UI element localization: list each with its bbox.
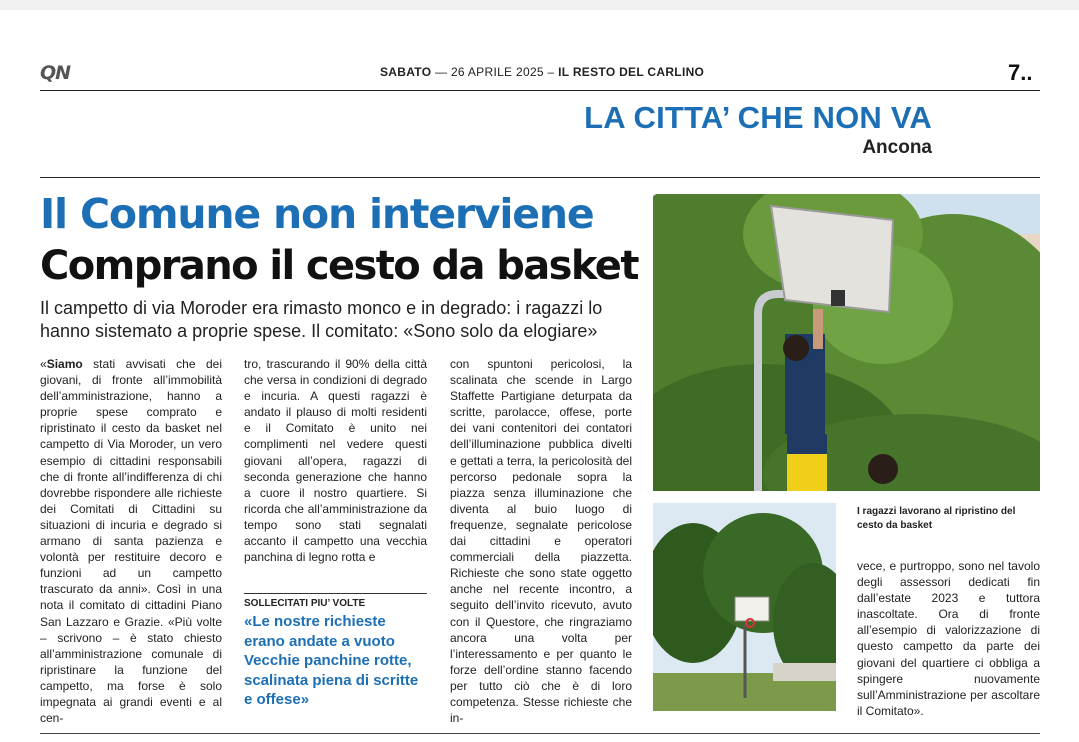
folio-sep-1: —	[435, 65, 448, 79]
lead-quote-mark: «	[40, 357, 47, 371]
main-photo-boys-fixing-hoop	[653, 194, 1040, 491]
secondary-photo-hoop-in-park	[653, 503, 836, 711]
folio-paper-name: IL RESTO DEL CARLINO	[558, 65, 705, 79]
headline-primary: Il Comune non interviene	[40, 190, 594, 238]
body-column-3: con spuntoni pericolosi, la scalinata che scende in Largo Staffette Partigiane deturpata da scritte, parolacce, offese, porte dei vani contenitori dei contatori dell’illuminazione pubblica divelti e gettati a terra, la pericolosità del percorso pedonale sopra la piazza senza illuminazione che diventa al buio luogo di frequenze, segnalate pericolose dai cittadini e operatori commerciali della piazzetta. Richieste che sono state oggetto anche nel recente incontro, a seguito dell’invito ricevuto, avuto con il Questore, che ringraziamo ancora una volta per l’interessamento e per quanto le forze dell’ordine stanno facendo per tutto ciò che è di loro competenza. Stesse richieste che in-	[450, 357, 632, 726]
page-number-dots: ..	[1020, 60, 1033, 85]
body-column-1-text: stati avvisati che dei giovani, di fronte all’immobilità dell’amministrazione, hanno a proprie spese comprato e ripristinato il cesto da basket nel campetto di Via Moroder, un vero esempio di cittadini responsabili che di fronte all’indifferenza di chi dovrebbe rispondere alle richieste dei Comitati di Cittadini su situazioni di incuria e degrado si armano di santa pazienza e volontà per restituire decoro e funzioni ad un campetto trascurato da anni». Così in una nota il comitato di cittadini Piano San Lazzaro e Grazie. «Più volte – scrivono – è stato chiesto all’amministrazione comunale di ripristinare la funzione del campetto, ma forse è solo impegnata ai grandi eventi e al cen-	[40, 357, 222, 726]
folio-sep-2: –	[547, 65, 555, 79]
pullquote-rule	[244, 593, 427, 594]
photo-caption: I ragazzi lavorano al ripristino del cesto da basket	[857, 506, 1016, 531]
subheadline: Il campetto di via Moroder era rimasto monco e in degrado: i ragazzi lo hanno sistemato a proprie spese. Il comitato: «Sono solo da elogiare»	[40, 298, 603, 341]
headline-secondary: Comprano il cesto da basket	[40, 243, 638, 289]
page-folio	[380, 65, 704, 79]
secondary-photo-illustration	[653, 503, 836, 711]
section-city: Ancona	[862, 137, 932, 158]
body-column-1	[40, 356, 222, 726]
header-rule	[40, 90, 1040, 91]
footer-rule	[40, 733, 1040, 734]
pullquote-label: SOLLECITATI PIU’ VOLTE	[244, 598, 366, 609]
lead-word: Siamo	[46, 357, 83, 371]
page-number-value: 7	[1008, 60, 1021, 85]
qn-logo: QN	[40, 62, 71, 84]
body-column-2: tro, trascurando il 90% della città che versa in condizioni di degrado e incuria. A questi ragazzi è andato il plauso di molti residenti e il Comitato è unito nei complimenti nel vedere questi giovani all’opera, ragazzi di seconda generazione che hanno a cuore il nostro quartiere. Si ricorda che all’amministrazione da tempo sono stati segnalati accanto il campetto una vecchia panchina di legno rotta e	[244, 357, 427, 565]
page-number	[1008, 60, 1032, 86]
section-rule	[40, 177, 1040, 178]
section-title: LA CITTA’ CHE NON VA	[584, 100, 932, 135]
folio-day: SABATO	[380, 65, 432, 79]
folio-date: 26 APRILE 2025	[450, 65, 544, 79]
main-photo-illustration	[653, 194, 1040, 491]
body-column-4: vece, e purtroppo, sono nel tavolo degli assessori dedicati fin dall’estate 2023 e tuttora inascoltate. Ora di fronte all’esempio di valorizzazione di questo campetto da parte dei giovani del quartiere ci obbliga a spingere nuovamente sull’Amministrazione per ascoltare il Comitato».	[857, 559, 1040, 718]
pullquote: «Le nostre richieste erano andate a vuoto Vecchie panchine rotte, scalinata piena di scritte e offese»	[244, 613, 419, 708]
page-top-strip	[0, 0, 1079, 10]
